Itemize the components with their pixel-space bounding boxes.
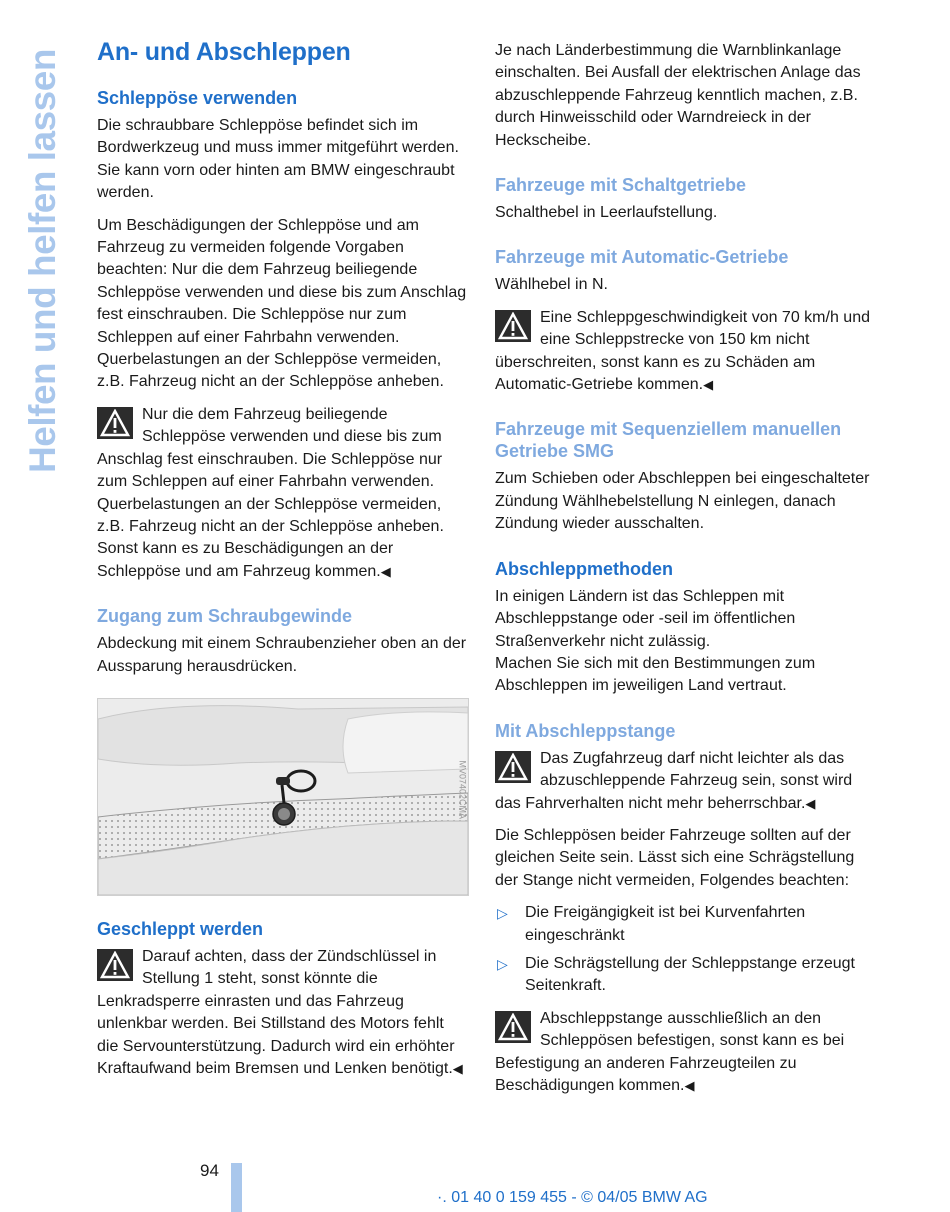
heading-schaltgetriebe: Fahrzeuge mit Schaltgetriebe	[495, 175, 747, 196]
paragraph: Die Schleppösen beider Fahrzeuge sollten auf der gleichen Seite sein. Lässt sich eine Schrägstellung der Stange nicht vermeiden, Folgendes beachten:	[495, 826, 855, 889]
heading-geschleppt: Geschleppt werden	[97, 918, 264, 939]
footer-accent-bar	[231, 1163, 242, 1212]
warning-text: Nur die dem Fahrzeug beiliegende Schleppöse verwenden und diese bis zum Anschlag fest einschrauben. Die Schleppöse nur zum Schleppen auf einer Fahrbahn verwenden. Querbelastungen an der Schleppöse vermeiden, z.B. Fahrzeug nicht an der Schleppöse anheben. Sonst kann es zu Beschädigungen an der Schleppöse und am Fahrzeug kommen.	[97, 405, 444, 580]
warning-triangle-icon	[97, 949, 133, 981]
heading-smg: Fahrzeuge mit Sequenziellem manuellen Getriebe SMG	[495, 419, 842, 462]
warning-triangle-icon	[495, 751, 531, 783]
warning-text: Abschleppstange ausschließlich an den Schleppösen befestigen, sonst kann es bei Befestigung an anderen Fahrzeugteilen zu Beschädigungen kommen.	[495, 1009, 845, 1094]
list-item: ▷ Die Schrägstellung der Schleppstange erzeugt Seitenkraft.	[497, 954, 855, 995]
end-mark-icon: ◀	[684, 1078, 695, 1093]
right-column	[495, 40, 870, 1107]
warning-text: Das Zugfahrzeug darf nicht leichter als das abzuschleppende Fahrzeug sein, sonst wird das Fahrverhalten nicht mehr beherrschbar.	[495, 749, 853, 812]
page-number: 94	[200, 1161, 219, 1180]
paragraph: Machen Sie sich mit den Bestimmungen zum Abschleppen im jeweiligen Land vertraut.	[495, 654, 816, 695]
warning-note	[97, 404, 469, 583]
chapter-side-tab-label: Helfen und helfen lassen	[22, 49, 63, 473]
warning-note	[495, 748, 870, 815]
heading-abschleppstange: Mit Abschleppstange	[495, 720, 676, 741]
warning-triangle-icon	[97, 407, 133, 439]
paragraph: Je nach Länderbestimmung die Warnblinkanlage einschalten. Bei Ausfall der elektrischen Anlage das abzuschleppende Fahrzeug kenntlich machen, z.B. durch Hinweisschild oder Warndreieck in der Heckscheibe.	[495, 42, 861, 149]
paragraph: Um Beschädigungen der Schleppöse und am Fahrzeug zu vermeiden folgende Vorgaben beachten: Nur die dem Fahrzeug beiliegende Schleppöse verwenden und diese bis zum Anschlag fest einschrauben. Die Schleppöse nur zum Schleppen auf einer Fahrbahn verwenden. Querbelastungen an der Schleppöse vermeiden, z.B. Fahrzeug nicht an der Schleppöse anheben.	[97, 216, 467, 391]
warning-text: Eine Schleppgeschwindigkeit von 70 km/h und eine Schleppstrecke von 150 km nicht überschreiten, sonst kann es zu Schäden am Automatic-Getriebe kommen.	[495, 308, 870, 394]
paragraph: Die schraubbare Schleppöse befindet sich im Bordwerkzeug und muss immer mitgeführt werden. Sie kann vorn oder hinten am BMW eingeschraubt werden.	[97, 117, 459, 202]
figure-code: MV07402CMA	[458, 760, 468, 819]
bullet-list	[495, 902, 870, 998]
end-mark-icon: ◀	[805, 795, 816, 811]
warning-note	[97, 946, 469, 1080]
paragraph: Schalthebel in Leerlaufstellung.	[495, 204, 718, 222]
end-mark-icon: ◀	[703, 377, 714, 393]
bullet-triangle-icon: ▷	[497, 905, 508, 922]
warning-triangle-icon	[495, 310, 531, 342]
paragraph: Wählhebel in N.	[495, 276, 608, 294]
warning-note	[495, 1008, 870, 1098]
paragraph: In einigen Ländern ist das Schleppen mit Abschleppstange oder -seil im öffentlichen Straßenverkehr nicht zulässig.	[495, 587, 796, 650]
left-column	[97, 38, 469, 1090]
towing-eye-illustration	[97, 698, 469, 896]
paragraph: Zum Schieben oder Abschleppen bei eingeschalteter Zündung Wählhebelstellung N einlegen, danach Zündung wieder ausschalten.	[495, 470, 870, 533]
end-mark-icon: ◀	[452, 1060, 463, 1076]
chapter-side-tab	[22, 40, 64, 482]
paragraph: Abdeckung mit einem Schraubenzieher oben an der Aussparung herausdrücken.	[97, 635, 467, 675]
page-title: An- und Abschleppen	[97, 38, 351, 66]
heading-schraubgewinde: Zugang zum Schraubgewinde	[97, 606, 353, 627]
bullet-triangle-icon: ▷	[497, 955, 508, 972]
heading-schleppoese: Schleppöse verwenden	[97, 88, 298, 108]
warning-text: Darauf achten, dass der Zündschlüssel in Stellung 1 steht, sonst könnte die Lenkradsperre einrasten und das Fahrzeug unlenkbar werden. Bei Stillstand des Motors fehlt die Servounterstützung. Dadurch wird ein erhöhter Kraftaufwand beim Bremsen und Lenken benötigt.	[97, 947, 455, 1077]
warning-triangle-icon	[495, 1011, 531, 1043]
heading-automatic: Fahrzeuge mit Automatic-Getriebe	[495, 247, 789, 268]
heading-abschleppmethoden: Abschleppmethoden	[495, 558, 674, 579]
end-mark-icon: ◀	[380, 563, 391, 579]
list-item: ▷ Die Freigängigkeit ist bei Kurvenfahrten eingeschränkt	[497, 904, 806, 944]
footer-copyright: ·. 01 40 0 159 455 - © 04/05 BMW AG	[437, 1189, 708, 1206]
warning-note	[495, 307, 870, 397]
